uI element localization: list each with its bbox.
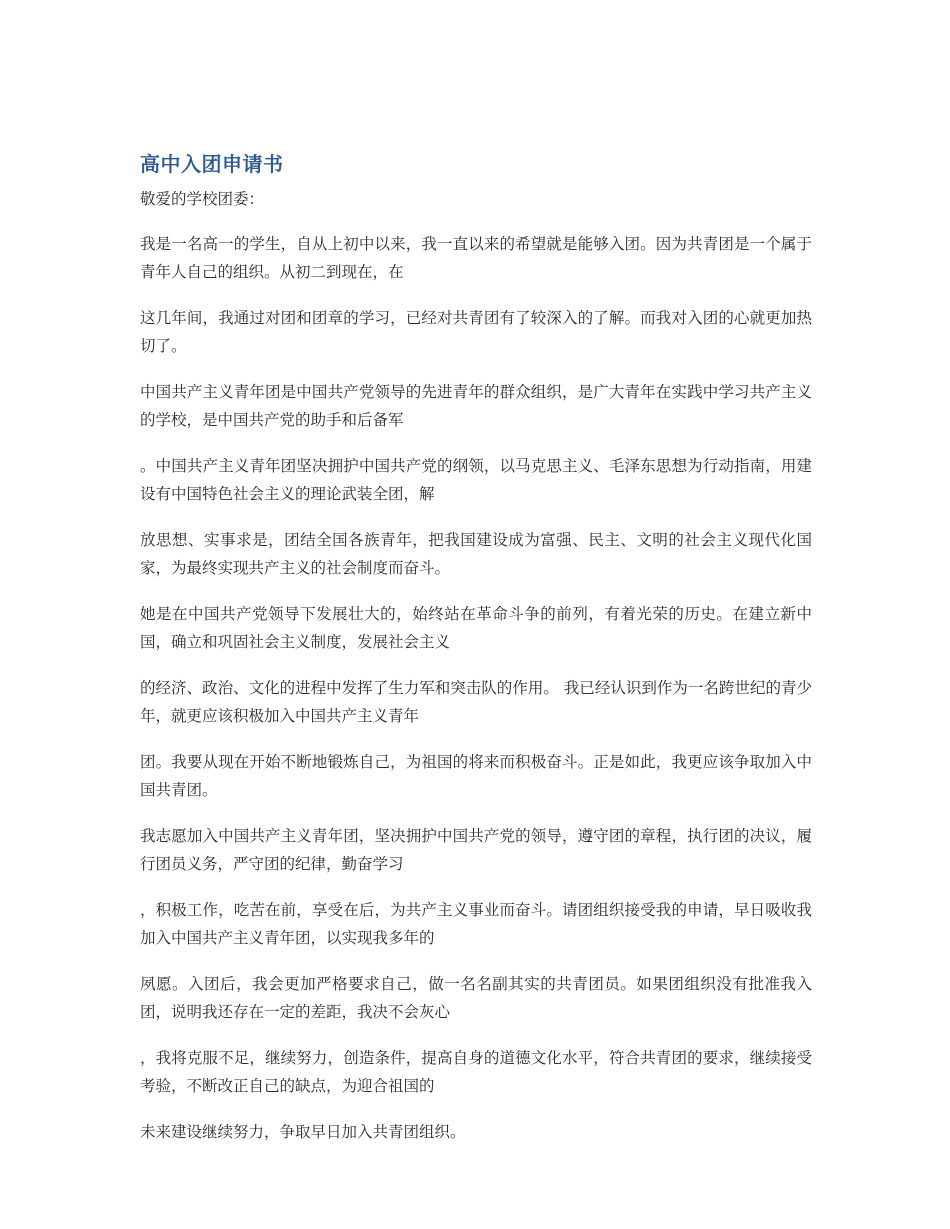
paragraph: 我是一名高一的学生，自从上初中以来，我一直以来的希望就是能够入团。因为共青团是一个属于青年人自己的组织。从初二到现在，在 [140, 235, 812, 281]
paragraph: 我志愿加入中国共产主义青年团，坚决拥护中国共产党的领导，遵守团的章程，执行团的决议，履行团员义务，严守团的纪律，勤奋学习 [140, 827, 812, 873]
document-title: 高中入团申请书 [140, 152, 284, 176]
paragraph: ，积极工作，吃苦在前，享受在后，为共产主义事业而奋斗。请团组织接受我的申请，早日吸收我加入中国共产主义青年团，以实现我多年的 [140, 901, 812, 947]
paragraph: 团。我要从现在开始不断地锻炼自己，为祖国的将来而积极奋斗。正是如此，我更应该争取加入中国共青团。 [140, 753, 812, 799]
paragraph: 夙愿。入团后，我会更加严格要求自己，做一名名副其实的共青团员。如果团组织没有批准我入团，说明我还存在一定的差距，我决不会灰心 [140, 975, 812, 1021]
paragraph: 中国共产主义青年团是中国共产党领导的先进青年的群众组织，是广大青年在实践中学习共产主义的学校，是中国共产党的助手和后备军 [140, 383, 812, 429]
paragraph: 未来建设继续努力，争取早日加入共青团组织。 [140, 1123, 466, 1141]
paragraph: ，我将克服不足，继续努力，创造条件，提高自身的道德文化水平，符合共青团的要求，继续接受考验，不断改正自己的缺点，为迎合祖国的 [140, 1049, 812, 1095]
paragraph: 。中国共产主义青年团坚决拥护中国共产党的纲领，以马克思主义、毛泽东思想为行动指南，用建设有中国特色社会主义的理论武装全团，解 [140, 457, 812, 503]
paragraph: 她是在中国共产党领导下发展壮大的，始终站在革命斗争的前列，有着光荣的历史。在建立新中国，确立和巩固社会主义制度，发展社会主义 [140, 605, 812, 651]
paragraph: 的经济、政治、文化的进程中发挥了生力军和突击队的作用。 我已经认识到作为一名跨世纪的青少年，就更应该积极加入中国共产主义青年 [140, 679, 812, 725]
salutation: 敬爱的学校团委： [140, 190, 265, 208]
document-body [140, 148, 812, 1166]
paragraph: 放思想、实事求是，团结全国各族青年，把我国建设成为富强、民主、文明的社会主义现代化国家，为最终实现共产主义的社会制度而奋斗。 [140, 531, 812, 577]
paragraph: 这几年间，我通过对团和团章的学习，已经对共青团有了较深入的了解。而我对入团的心就更加热切了。 [140, 309, 812, 355]
